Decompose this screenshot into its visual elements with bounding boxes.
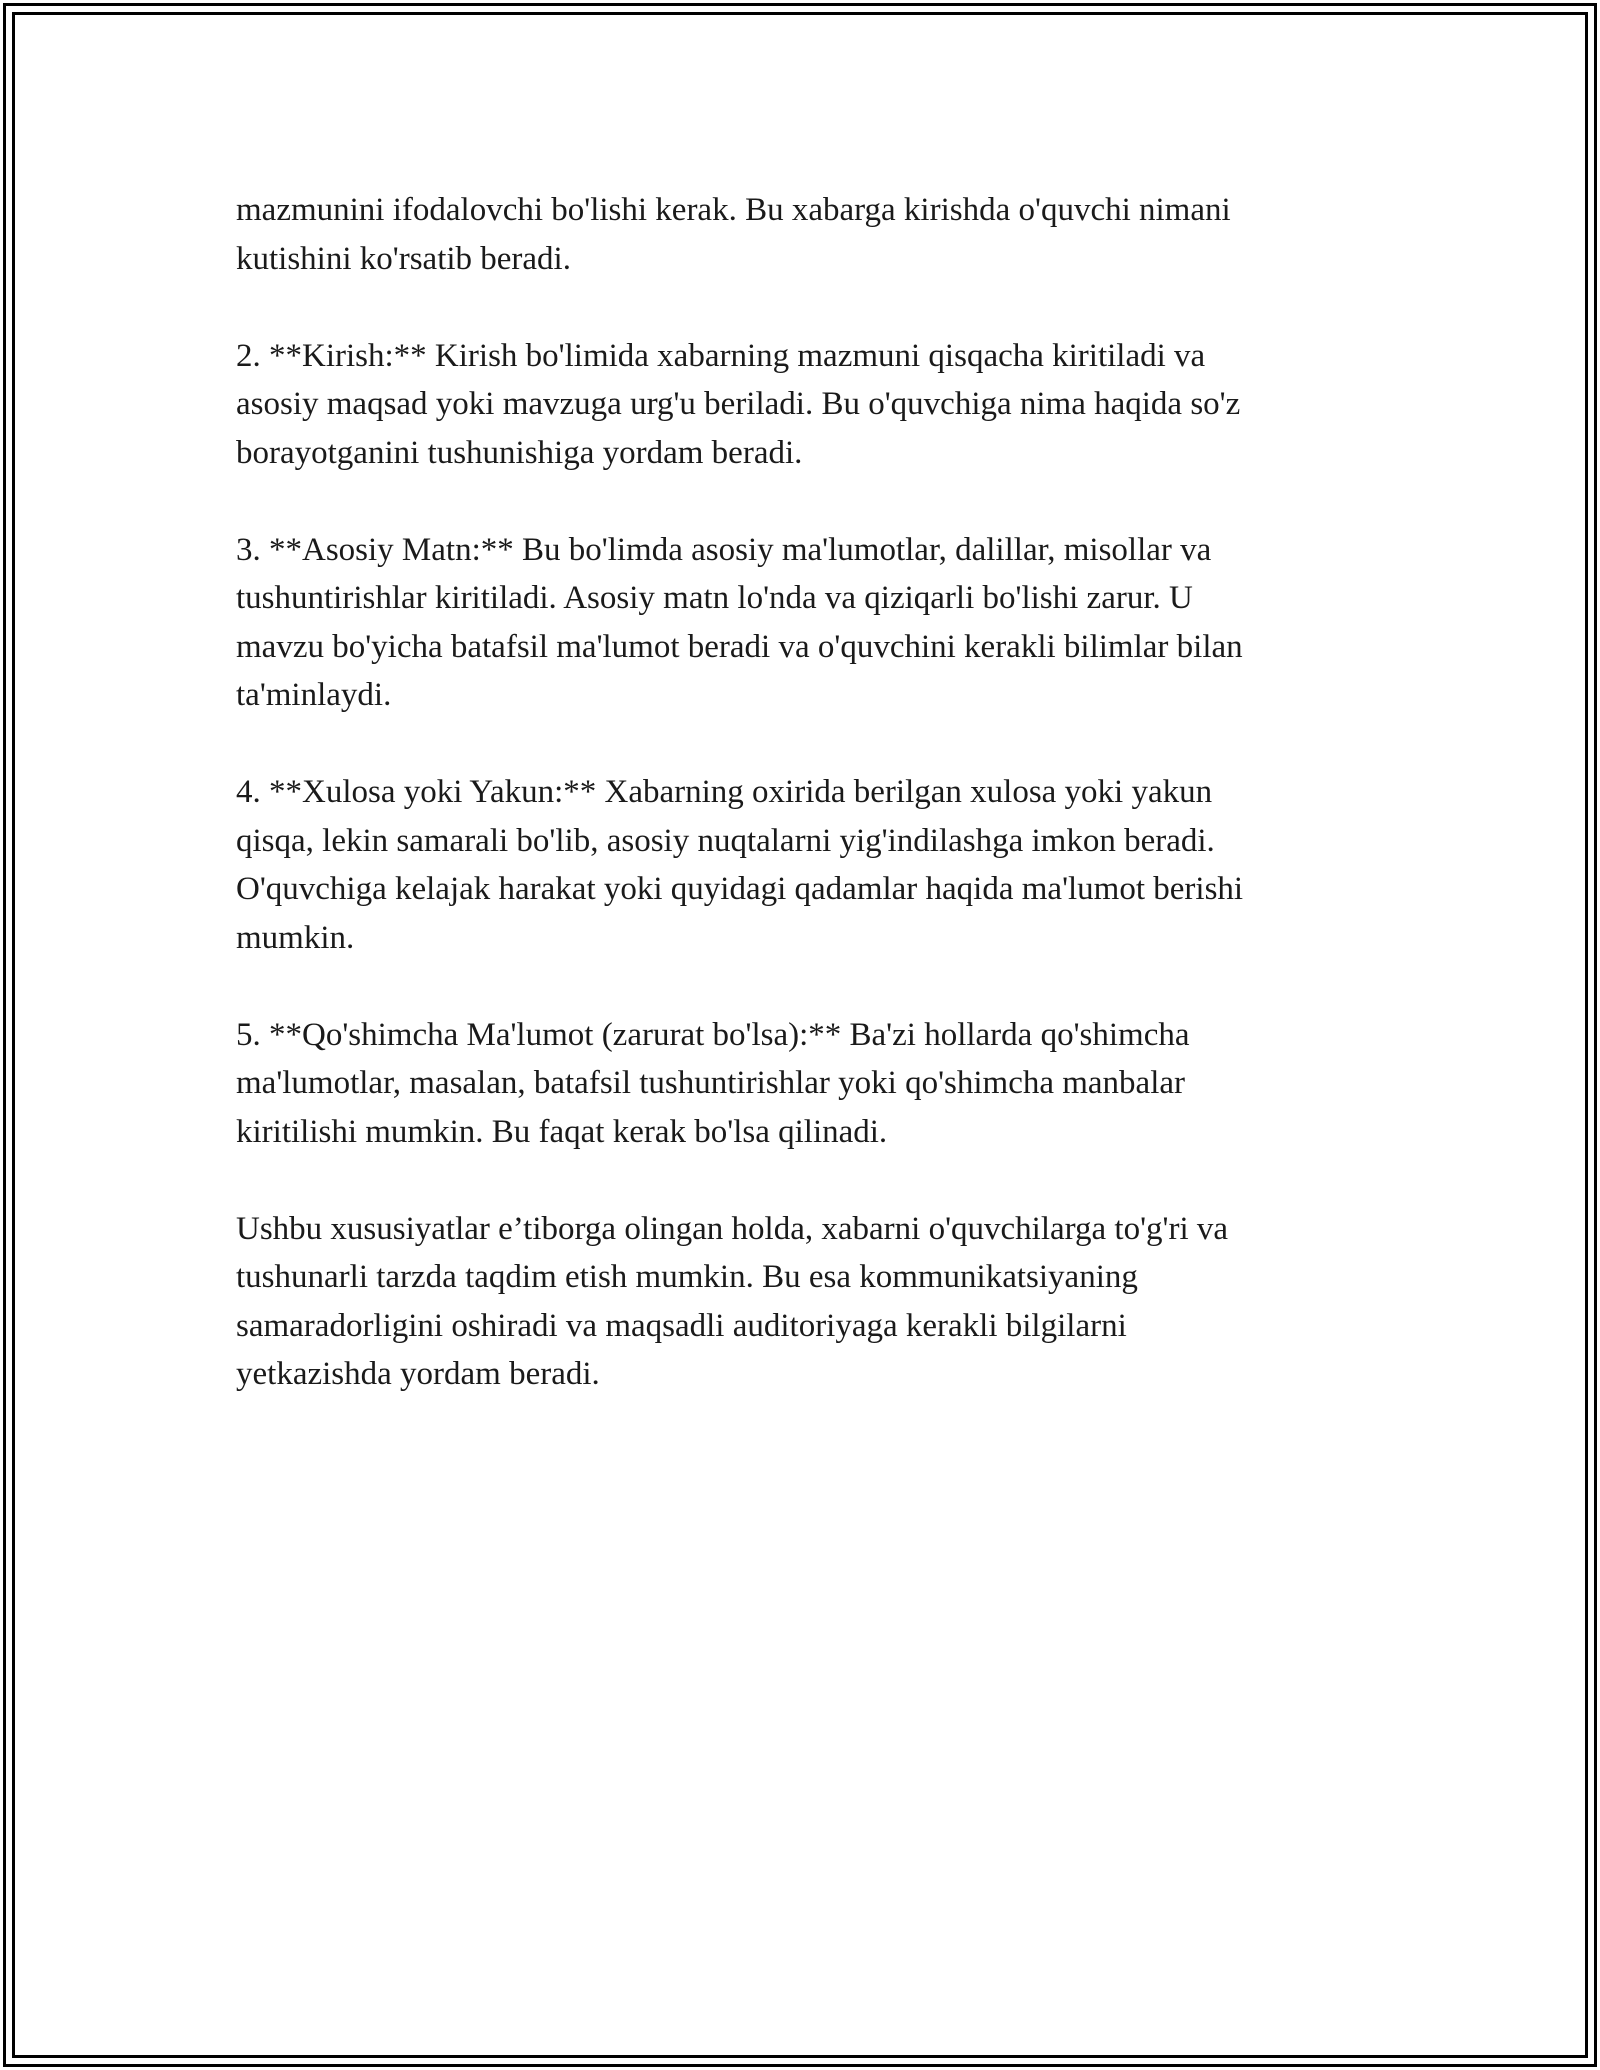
document-body [236, 186, 1376, 1447]
paragraph-xulosa: 4. **Xulosa yoki Yakun:** Xabarning oxirida berilgan xulosa yoki yakun qisqa, lekin samarali bo'lib, asosiy nuqtalarni yig'indilashga imkon beradi. O'quvchiga kelajak harakat yoki quyidagi qadamlar haqida ma'lumot berishi mumkin. [236, 774, 1244, 956]
paragraph-intro-continuation: mazmunini ifodalovchi bo'lishi kerak. Bu xabarga kirishda o'quvchi nimani kutishini ko'rsatib beradi. [236, 192, 1231, 277]
paragraph-qoshimcha-malumot: 5. **Qo'shimcha Ma'lumot (zarurat bo'lsa):** Ba'zi hollarda qo'shimcha ma'lumotlar, masalan, batafsil tushuntirishlar yoki qo'shimcha manbalar kiritilishi mumkin. Bu faqat kerak bo'lsa qilinadi. [236, 1016, 1190, 1150]
paragraph-asosiy-matn: 3. **Asosiy Matn:** Bu bo'limda asosiy ma'lumotlar, dalillar, misollar va tushuntirishlar kiritiladi. Asosiy matn lo'nda va qiziqarli bo'lishi zarur. U mavzu bo'yicha batafsil ma'lumot beradi va o'quvchini kerakli bilimlar bilan ta'minlaydi. [236, 531, 1243, 713]
paragraph-kirish: 2. **Kirish:** Kirish bo'limida xabarning mazmuni qisqacha kiritiladi va asosiy maqsad yoki mavzuga urg'u beriladi. Bu o'quvchiga nima haqida so'z borayotganini tushunishiga yordam beradi. [236, 337, 1241, 471]
paragraph-conclusion: Ushbu xususiyatlar e’tiborga olingan holda, xabarni o'quvchilarga to'g'ri va tushunarli tarzda taqdim etish mumkin. Bu esa kommunikatsiyaning samaradorligini oshiradi va maqsadli auditoriyaga kerakli bilgilarni yetkazishda yordam beradi. [236, 1210, 1229, 1392]
